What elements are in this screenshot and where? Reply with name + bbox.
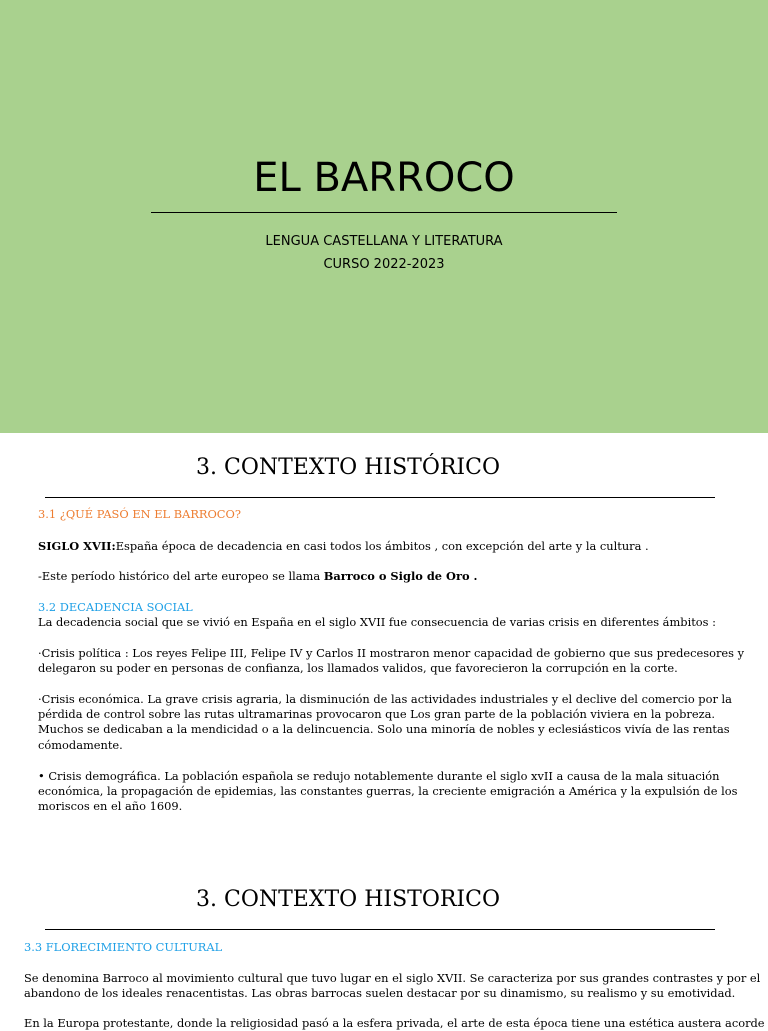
demografica-line: económica, la propagación de epidemias, las constantes guerras, la creciente emigración a América y la expulsión de los (38, 784, 738, 798)
section-divider (45, 929, 715, 930)
cover-page (0, 0, 768, 433)
demografica-line: moriscos en el año 1609. (38, 799, 183, 813)
florecimiento-line: abandono de los ideales renacentistas. Las obras barrocas suelen destacar por su dinamismo, su realismo y su emotividad. (24, 986, 736, 1000)
economica-line: pérdida de control sobre las rutas ultramarinas provocaron que Los gran parte de la población viviera en la pobreza. (38, 707, 715, 721)
course-label: CURSO 2022-2023 (323, 257, 445, 272)
section-divider (45, 497, 715, 498)
periodo-text: -Este período histórico del arte europeo se llama (38, 569, 324, 583)
subsection-heading: 3.2 DECADENCIA SOCIAL (38, 600, 193, 614)
periodo-bold: Barroco o Siglo de Oro . (323, 569, 478, 583)
subsection-heading: 3.3 FLORECIMIENTO CULTURAL (24, 940, 223, 954)
economica-line: cómodamente. (38, 738, 123, 752)
subsection-heading: 3.1 ¿QUÉ PASÓ EN EL BARROCO? (38, 507, 241, 521)
politica-line: delegaron su poder en personas de confianza, los llamados validos, que favorecieron la corrupción en la corte. (38, 661, 678, 675)
decadencia-intro: La decadencia social que se vivió en España en el siglo XVII fue consecuencia de varias crisis en diferentes ámbitos : (38, 615, 716, 629)
politica-line: ·Crisis política : Los reyes Felipe III, Felipe IV y Carlos II mostraron menor capacidad de gobierno que sus predecesores y (38, 646, 745, 660)
siglo-paragraph (38, 539, 649, 554)
siglo-label: SIGLO XVII: (38, 539, 116, 553)
section-title: 3. CONTEXTO HISTÓRICO (196, 455, 500, 480)
siglo-text: España época de decadencia en casi todos los ámbitos , con excepción del arte y la cultura . (115, 539, 649, 553)
document-title: EL BARROCO (253, 155, 515, 201)
economica-line: Muchos se dedicaban a la mendicidad o a la delincuencia. Solo una minoría de nobles y eclesiásticos vivía de las rentas (38, 722, 730, 736)
subject-label: LENGUA CASTELLANA Y LITERATURA (265, 234, 503, 249)
section-title: 3. CONTEXTO HISTORICO (196, 887, 500, 912)
title-divider (151, 212, 617, 213)
economica-line: ·Crisis económica. La grave crisis agraria, la disminución de las actividades industriales y el declive del comercio por la (38, 692, 732, 706)
florecimiento-line: Se denomina Barroco al movimiento cultural que tuvo lugar en el siglo XVII. Se caracteriza por sus grandes contrastes y por el (24, 971, 761, 985)
cut-off-line: En la Europa protestante, donde la religiosidad pasó a la esfera privada, el arte de esta época tiene una estética austera acorde (24, 1016, 765, 1030)
periodo-paragraph (38, 569, 477, 584)
demografica-line: • Crisis demográfica. La población española se redujo notablemente durante el siglo xvII a causa de la mala situación (38, 769, 720, 783)
